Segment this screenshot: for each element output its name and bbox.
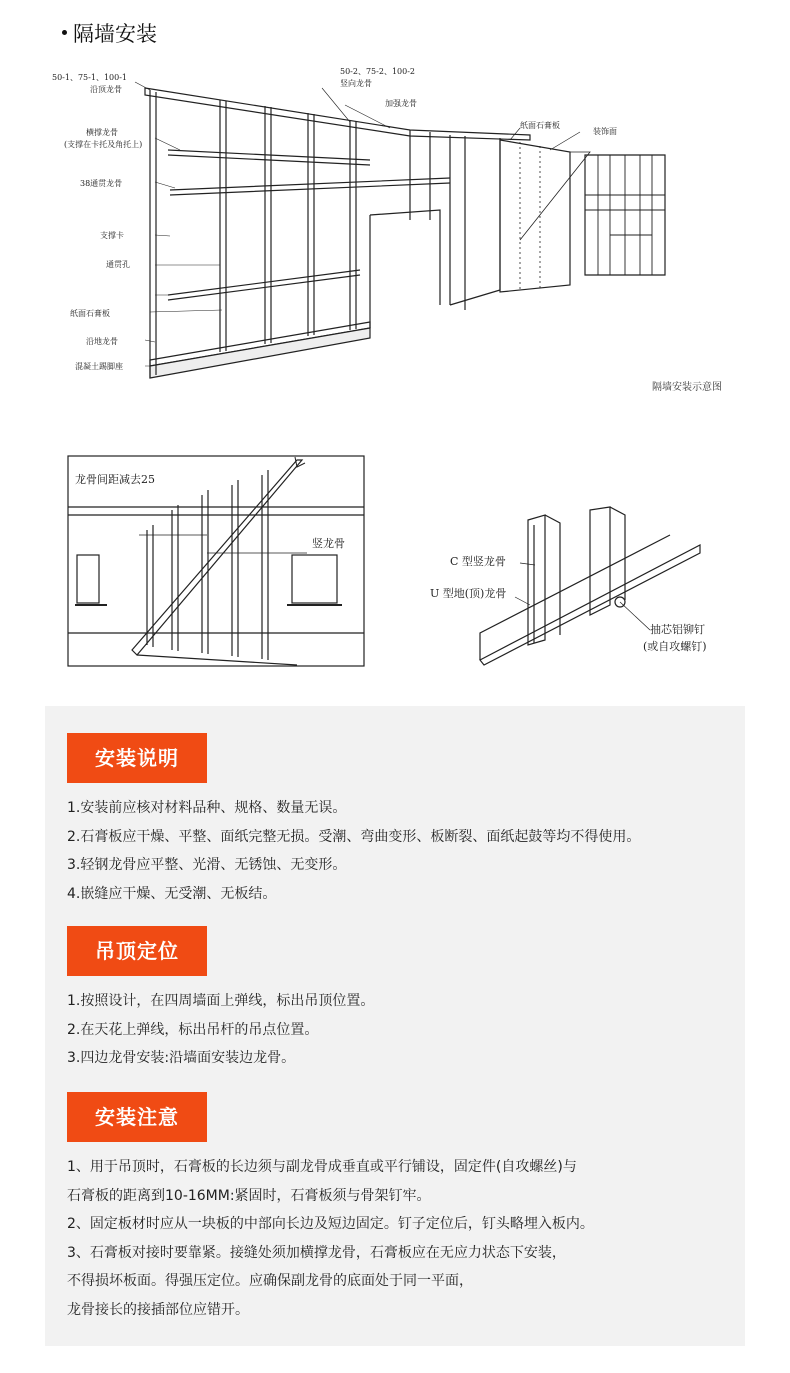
list-item: 3、石膏板对接时要靠紧。接缝处须加横撑龙骨，石膏板应在无应力状态下安装， bbox=[67, 1244, 566, 1261]
label-edge-top: 沿顶龙骨 bbox=[90, 85, 122, 94]
list-item: 2、固定板材时应从一块板的中部向长边及短边固定。钉子定位后，钉头略埋入板内。 bbox=[67, 1216, 594, 1232]
bottom-track bbox=[137, 655, 297, 665]
list-item: 石膏板的距离到10-16MM:紧固时，石膏板须与骨架钉牢。 bbox=[67, 1187, 431, 1204]
label-through-38: 38通贯龙骨 bbox=[80, 179, 123, 188]
list-item: 不得损坏板面。得强压定位。应确保副龙骨的底面处于同一平面， bbox=[67, 1273, 473, 1289]
stud bbox=[350, 120, 356, 330]
cut-line bbox=[520, 152, 590, 240]
install-cautions-list bbox=[67, 1153, 594, 1324]
through-channel bbox=[168, 270, 360, 300]
label-vertical-stud: 竖龙骨 bbox=[312, 537, 345, 550]
gypsum-board bbox=[500, 140, 570, 292]
c-stud-side bbox=[534, 515, 560, 643]
label-screw: (或自攻螺钉) bbox=[643, 640, 707, 653]
label-cross-brace-note: (支撑在卡托及角托上) bbox=[64, 140, 143, 149]
label-cross-brace: 横撑龙骨 bbox=[86, 128, 118, 137]
install-notes-list bbox=[67, 794, 640, 908]
label-u-type: U 型地(顶)龙骨 bbox=[430, 587, 507, 600]
list-item: 4.嵌缝应干燥、无受潮、无板结。 bbox=[67, 885, 277, 902]
right-window bbox=[292, 555, 337, 603]
concrete-base bbox=[150, 328, 370, 378]
u-track-back bbox=[480, 535, 670, 660]
ceiling-lines bbox=[68, 507, 364, 515]
top-track bbox=[145, 88, 530, 140]
label-finish: 装饰面 bbox=[593, 127, 617, 136]
list-item: 2.在天花上弹线，标出吊杆的吊点位置。 bbox=[67, 1021, 319, 1038]
label-top-mid-code: 50-2、75-2、100-2 bbox=[340, 67, 416, 76]
label-edge-floor: 沿地龙骨 bbox=[86, 337, 118, 346]
c-stud-rear bbox=[590, 507, 610, 615]
label-rivet: 抽芯铝铆钉 bbox=[650, 623, 705, 636]
list-item: 1.安装前应核对材料品种、规格、数量无误。 bbox=[67, 800, 347, 816]
label-gypsum-right: 纸面石膏板 bbox=[520, 121, 560, 130]
finish-studs bbox=[598, 155, 652, 275]
partition-wall-diagram bbox=[50, 60, 750, 395]
stud bbox=[265, 106, 271, 344]
label-brace-clip: 支撑卡 bbox=[100, 231, 124, 240]
label-c-type: C 型竖龙骨 bbox=[450, 555, 506, 568]
label-gypsum-left: 纸面石膏板 bbox=[70, 309, 110, 318]
list-item: 3.轻钢龙骨应平整、光滑、无锈蚀、无变形。 bbox=[67, 857, 347, 873]
instruction-panel bbox=[45, 706, 745, 1346]
list-item: 3.四边龙骨安装:沿墙面安装边龙骨。 bbox=[67, 1050, 296, 1066]
stud bbox=[220, 100, 226, 352]
label-spacing: 龙骨间距减去25 bbox=[75, 473, 155, 486]
left-window bbox=[77, 555, 99, 603]
stud bbox=[410, 130, 465, 310]
ceiling-position-list bbox=[67, 987, 374, 1073]
label-vertical: 竖向龙骨 bbox=[340, 79, 372, 88]
list-item: 1、用于吊顶时，石膏板的长边须与副龙骨成垂直或平行铺设，固定件(自攻螺丝)与 bbox=[67, 1159, 577, 1175]
board-seam bbox=[520, 142, 540, 290]
page-title-text: 隔墙安装 bbox=[73, 22, 157, 46]
section-heading-ceiling-position: 吊顶定位 bbox=[67, 926, 207, 976]
page-title bbox=[62, 18, 157, 48]
stud-track-connection-diagram bbox=[410, 505, 740, 670]
stud bbox=[172, 505, 178, 651]
through-channel bbox=[170, 178, 450, 195]
list-item: 龙骨接长的接插部位应错开。 bbox=[67, 1301, 249, 1318]
figure-caption: 隔墙安装示意图 bbox=[652, 382, 722, 393]
list-item: 2.石膏板应干燥、平整、面纸完整无损。受潮、弯曲变形、板断裂、面纸起鼓等均不得使用。 bbox=[67, 828, 641, 845]
label-reinforce: 加强龙骨 bbox=[385, 99, 417, 108]
door-opening bbox=[370, 210, 440, 328]
section-heading-install-notes: 安装说明 bbox=[67, 733, 207, 783]
bullet-dot bbox=[62, 30, 67, 35]
label-through-hole: 通贯孔 bbox=[106, 260, 130, 269]
end-post bbox=[150, 90, 156, 378]
leader-lines bbox=[135, 82, 580, 366]
section-heading-install-cautions: 安装注意 bbox=[67, 1092, 207, 1142]
c-stud-front bbox=[528, 515, 545, 645]
right-wall-edge bbox=[450, 138, 500, 305]
cross-brace bbox=[168, 150, 370, 165]
label-top-left-code: 50-1、75-1、100-1 bbox=[52, 73, 128, 82]
stud-spacing-diagram bbox=[67, 455, 367, 670]
label-concrete-base: 混凝土踢脚座 bbox=[75, 362, 123, 371]
leader-lines bbox=[515, 563, 650, 630]
stud bbox=[308, 113, 314, 336]
top-track-angled bbox=[132, 460, 302, 655]
list-item: 1.按照设计，在四周墙面上弹线，标出吊顶位置。 bbox=[67, 993, 375, 1009]
